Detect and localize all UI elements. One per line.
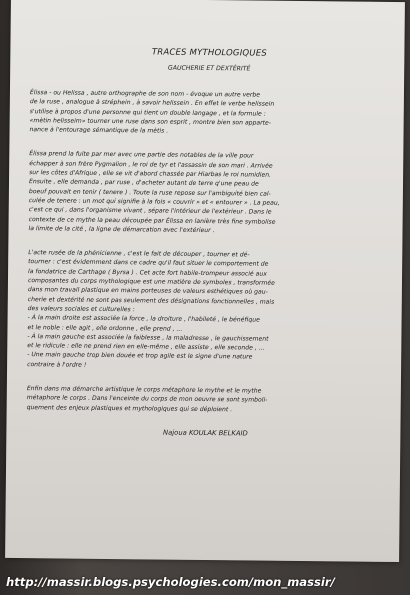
paragraph-1	[30, 88, 388, 138]
text-line: Ensuite , elle demanda , par ruse , d'acheter autant de terre q'une peau de	[28, 178, 259, 188]
text-line: quement des enjeux plastiques et mythologiques qui se déploient .	[26, 403, 233, 413]
text-line: cherie et dextérité ne sont pas seulement des désignations fonctionnelles , mais	[27, 295, 275, 306]
document-subtitle: GAUCHERIE ET DEXTÉRITÉ	[167, 64, 251, 73]
author-signature: Najoua KOULAK BELKAID	[163, 428, 248, 438]
paper-sheet	[5, 0, 405, 562]
text-line: composantes du corps mythologique est une matière de symboles , transformée	[27, 277, 275, 287]
text-line: la limite de la cité , la ligne de démarcation avec l'extérieur .	[28, 225, 215, 234]
text-line: - Une main gauche trop bien douée et trop agile est le signe d'une nature	[27, 351, 253, 361]
text-line: nance à l'entourage sémantique de la mètis .	[29, 126, 169, 135]
text-line: s'utilise à propos d'une personne qui tient un double langage , et la formule :	[29, 107, 266, 118]
text-line: contexte de ce mythe la peau découpée par Élissa en lanière très fine symbolise	[28, 215, 276, 226]
text-line: des valeurs sociales et culturelles :	[27, 305, 135, 314]
paragraph-3	[27, 248, 386, 373]
text-line: - À la main droite est associée la force , la droiture , l'habileté , le bénéfique	[27, 314, 260, 324]
text-line: culée de tenere : un mot qui signifie à la fois « couvrir » et « entourer » . La peau,	[28, 197, 280, 207]
watermark-url: http://massir.blogs.psychologies.com/mon_massir/	[6, 575, 335, 589]
text-line: «mètin helisseim» tourner une ruse dans son esprit , montre bien son apparte-	[29, 117, 272, 127]
text-line: et le noble : elle agit , elle ordonne , elle prend , ...	[27, 323, 183, 333]
text-line: L'acte rusée de la phénicienne , c'est le fait de découper , tourner et dé-	[28, 249, 250, 259]
text-line: de la ruse , analogue à stréphein , à savoir helissein . En effet le verbe helissein	[29, 98, 275, 109]
text-line: Élissa - ou Helissa , autre orthographe de son nom - évoque un autre verbe	[29, 89, 261, 99]
text-line: et le ridicule : elle ne prend rien en elle-même , elle assiste , elle seconde , ...	[27, 342, 265, 352]
text-line: métaphore le corps . Dans l'enceinte du corps de mon oeuvre se sont symboli-	[26, 394, 268, 404]
document-text	[26, 46, 388, 439]
document-title: TRACES MYTHOLOGIQUES	[151, 47, 267, 59]
text-line: c'est ce qui , dans l'organisme vivant , sépare l'intérieur de l'extérieur . Dans le	[28, 206, 272, 216]
text-line: la fondatrice de Carthage ( Byrsa ) . Cet acte fort habile-trompeur associé aux	[28, 267, 267, 278]
text-line: Élissa prend la fuite par mer avec une partie des notables de la ville pour	[29, 150, 254, 160]
text-line: dans mon travail plastique en mains porteuses de valeurs esthétiques où gau-	[27, 286, 268, 297]
text-line: Enfin dans ma démarche artistique le corps métaphore le mythe et le mythe	[26, 385, 262, 395]
paragraph-4	[27, 384, 385, 416]
text-line: - À la main gauche est associée la faiblesse , la maladresse , le gauchissement	[27, 332, 269, 343]
text-line: boeuf pouvait en tenir ( tenere ) . Toute la ruse repose sur l'ambiguité bien cal-	[28, 187, 271, 198]
text-line: échapper à son frère Pygmalion , le roi de tyr et l'assassin de son mari . Arrivée	[29, 159, 273, 170]
text-line: tourner : c'est évidemment dans ce cadre qu'il faut situer le comportement de	[28, 258, 269, 269]
text-line: sur les côtes d'Afrique , elle se vit d'abord chassée par Hiarbas le roi numidien.	[29, 169, 272, 179]
paragraph-2	[28, 150, 387, 237]
text-line: contraire à l'ordre !	[27, 360, 87, 369]
